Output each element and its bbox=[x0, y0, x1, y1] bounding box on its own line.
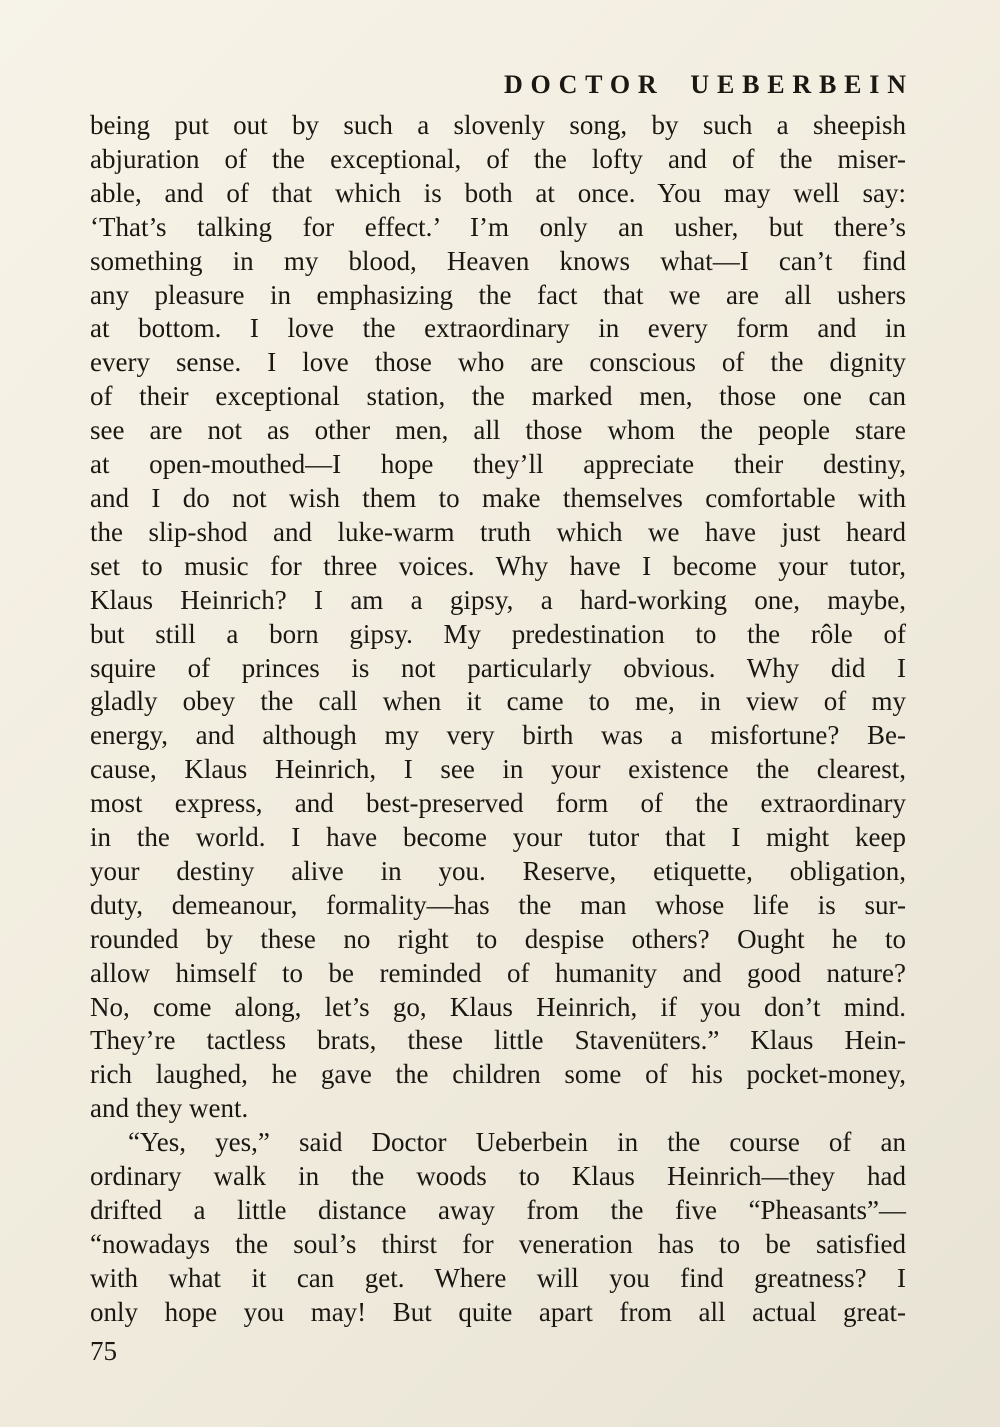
text-line: “Yes, yes,” said Doctor Ueberbein in the course of an bbox=[128, 1127, 906, 1158]
text-line: ordinary walk in the woods to Klaus Heinrich—they had bbox=[90, 1161, 906, 1192]
text-line: in the world. I have become your tutor that I might keep bbox=[90, 822, 906, 853]
text-line: at open-mouthed—I hope they’ll appreciate their destiny, bbox=[90, 449, 906, 480]
text-line: any pleasure in emphasizing the fact that we are all ushers bbox=[90, 279, 906, 310]
text-line: see are not as other men, all those whom the people stare bbox=[90, 415, 906, 446]
text-line: “nowadays the soul’s thirst for veneration has to be satisfied bbox=[90, 1228, 906, 1259]
text-line: squire of princes is not particularly obvious. Why did I bbox=[90, 652, 906, 683]
text-line: gladly obey the call when it came to me, in view of my bbox=[90, 686, 906, 717]
text-line: of their exceptional station, the marked men, those one can bbox=[90, 381, 906, 412]
text-line: your destiny alive in you. Reserve, etiquette, obligation, bbox=[90, 855, 906, 886]
text-line: but still a born gipsy. My predestination to the rôle of bbox=[90, 618, 906, 649]
text-line: and they went. bbox=[90, 1093, 249, 1124]
text-line: cause, Klaus Heinrich, I see in your existence the clearest, bbox=[90, 754, 906, 785]
text-line: set to music for three voices. Why have I become your tutor, bbox=[90, 550, 906, 581]
text-line: and I do not wish them to make themselves comfortable with bbox=[90, 482, 906, 513]
text-line: allow himself to be reminded of humanity and good nature? bbox=[90, 957, 906, 988]
text-line: rich laughed, he gave the children some of his pocket-money, bbox=[90, 1059, 906, 1090]
text-line: with what it can get. Where will you find greatness? I bbox=[90, 1262, 906, 1293]
text-block bbox=[90, 109, 906, 1330]
text-line: being put out by such a slovenly song, by such a sheepish bbox=[90, 110, 906, 140]
text-line: rounded by these no right to despise others? Ought he to bbox=[90, 923, 906, 954]
text-line: ‘That’s talking for effect.’ I’m only an usher, but there’s bbox=[90, 211, 906, 242]
text-line: drifted a little distance away from the five “Pheasants”— bbox=[90, 1195, 906, 1225]
text-line: No, come along, let’s go, Klaus Heinrich, if you don’t mind. bbox=[90, 991, 906, 1022]
text-line: They’re tactless brats, these little Stavenüters.” Klaus Hein- bbox=[90, 1025, 906, 1056]
text-line: energy, and although my very birth was a misfortune? Be- bbox=[90, 720, 906, 751]
running-header: DOCTOR UEBERBEIN bbox=[503, 70, 914, 99]
text-line: something in my blood, Heaven knows what—I can’t find bbox=[90, 245, 906, 276]
text-line: every sense. I love those who are conscious of the dignity bbox=[90, 347, 906, 378]
text-line: only hope you may! But quite apart from all actual great- bbox=[90, 1296, 906, 1327]
text-line: duty, demeanour, formality—has the man whose life is sur- bbox=[90, 889, 906, 920]
text-line: Klaus Heinrich? I am a gipsy, a hard-working one, maybe, bbox=[90, 584, 906, 615]
page-number: 75 bbox=[90, 1335, 117, 1366]
text-line: most express, and best-preserved form of the extraordinary bbox=[90, 788, 906, 819]
text-line: at bottom. I love the extraordinary in every form and in bbox=[90, 313, 906, 344]
text-line: abjuration of the exceptional, of the lofty and of the miser- bbox=[90, 143, 906, 174]
text-line: able, and of that which is both at once. You may well say: bbox=[90, 177, 906, 208]
text-line: the slip-shod and luke-warm truth which we have just heard bbox=[90, 516, 906, 547]
